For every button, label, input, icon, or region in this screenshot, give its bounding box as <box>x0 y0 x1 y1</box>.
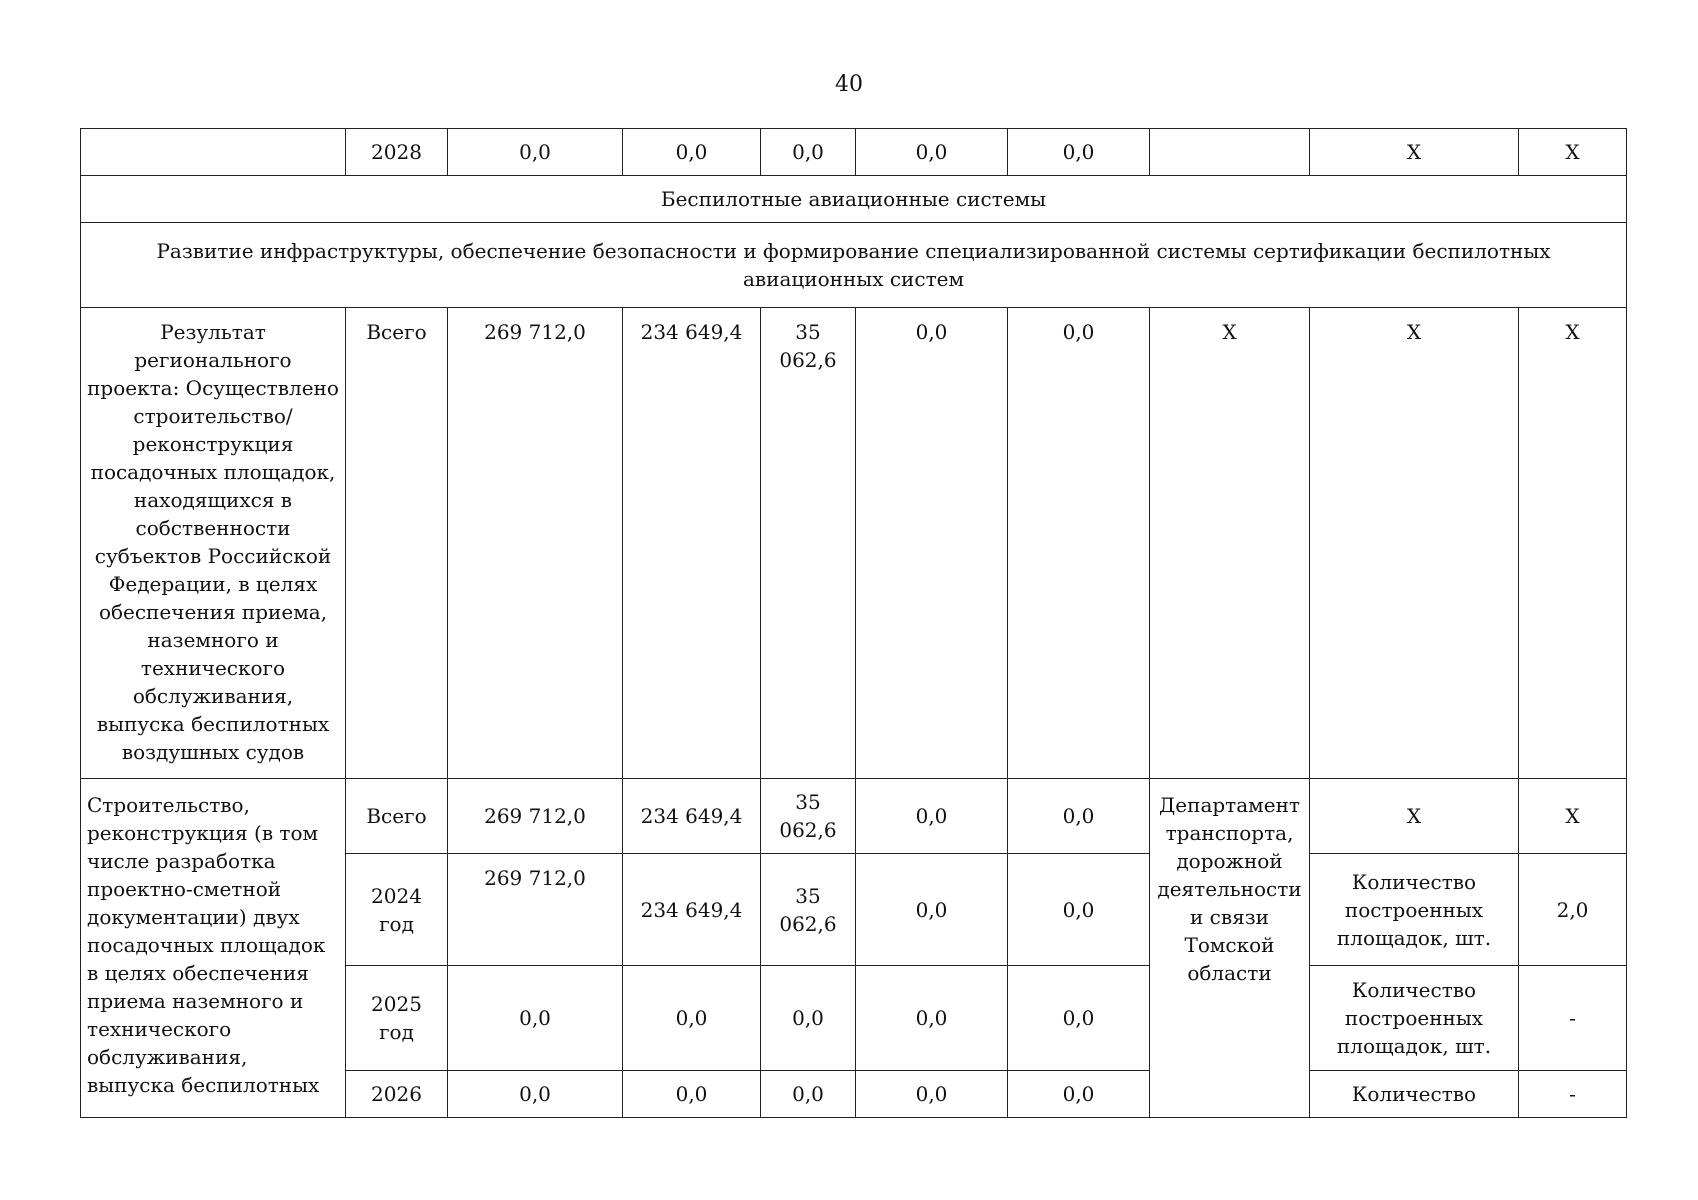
table-cell-period: Всего <box>346 308 448 779</box>
table-cell-target: - <box>1519 1071 1627 1118</box>
table-cell-empty <box>81 129 346 176</box>
table-cell-value: 234 649,4 <box>623 779 761 854</box>
table-cell-value: 0,0 <box>448 1071 623 1118</box>
table-cell-value: 0,0 <box>448 129 623 176</box>
table-cell-value: 0,0 <box>761 966 856 1071</box>
section-row <box>81 176 1627 223</box>
table-cell-value: 35 062,6 <box>761 308 856 779</box>
table-cell-value: 0,0 <box>1008 308 1150 779</box>
table-cell-value: 269 712,0 <box>448 308 623 779</box>
table-cell-value: 0,0 <box>856 308 1008 779</box>
table-cell-value: 0,0 <box>1008 854 1150 966</box>
table-cell-value: 35 062,6 <box>761 854 856 966</box>
table-cell-executor: Х <box>1150 308 1310 779</box>
table-cell-value: 0,0 <box>856 966 1008 1071</box>
table-cell-indicator: Х <box>1310 308 1519 779</box>
table-cell-indicator: Количество построенных площадок, шт. <box>1310 854 1519 966</box>
section-title: Беспилотные авиационные системы <box>81 176 1627 223</box>
table-cell-period: Всего <box>346 779 448 854</box>
table-cell-value: 0,0 <box>1008 1071 1150 1118</box>
table-cell-value: 0,0 <box>856 1071 1008 1118</box>
page-number: 40 <box>835 72 863 97</box>
table-cell-indicator: Количество <box>1310 1071 1519 1118</box>
table-cell-year: 2028 <box>346 129 448 176</box>
table-cell-value: 0,0 <box>761 129 856 176</box>
subsection-title: Развитие инфраструктуры, обеспечение безопасности и формирование специализированной системы сертификации беспилотных авиационных систем <box>81 223 1627 308</box>
table-cell-value: 35 062,6 <box>761 779 856 854</box>
table-cell-value: 0,0 <box>1008 779 1150 854</box>
table-cell-value: 0,0 <box>623 129 761 176</box>
result-row <box>81 308 1627 779</box>
table-cell-value: 0,0 <box>623 1071 761 1118</box>
activity-executor: Департамент транспорта, дорожной деятельности и связи Томской области <box>1150 779 1310 1118</box>
table-cell-target: 2,0 <box>1519 854 1627 966</box>
table-cell-value: 234 649,4 <box>623 854 761 966</box>
table-cell-period: 2024 год <box>346 854 448 966</box>
subsection-row <box>81 223 1627 308</box>
table-cell-value: 234 649,4 <box>623 308 761 779</box>
table-cell-value: 0,0 <box>856 129 1008 176</box>
activity-name: Строительство, реконструкция (в том числе разработка проектно-сметной документации) двух посадочных площадок в целях обеспечения приема наземного и технического обслуживания, выпуска беспилотных <box>81 779 346 1118</box>
table-cell-target: Х <box>1519 308 1627 779</box>
activity-row-total <box>81 779 1627 854</box>
table-cell-value: 0,0 <box>856 779 1008 854</box>
table-cell-target: - <box>1519 966 1627 1071</box>
budget-table <box>80 128 1627 1118</box>
table-cell-value: 0,0 <box>856 854 1008 966</box>
result-name: Результат регионального проекта: Осуществлено строительство/реконструкция посадочных площадок, находящихся в собственности субъектов Российской Федерации, в целях обеспечения приема, наземного и технического обслуживания, выпуска беспилотных воздушных судов <box>81 308 346 779</box>
table-cell-period: 2026 <box>346 1071 448 1118</box>
table-cell-executor <box>1150 129 1310 176</box>
table-cell-period: 2025 год <box>346 966 448 1071</box>
table-cell-value: 0,0 <box>1008 129 1150 176</box>
table-cell-target: Х <box>1519 779 1627 854</box>
table-cell-indicator: Х <box>1310 779 1519 854</box>
table-cell-value: 269 712,0 <box>448 779 623 854</box>
table-cell-value: 0,0 <box>761 1071 856 1118</box>
table-cell-target: Х <box>1519 129 1627 176</box>
table-cell-value: 0,0 <box>1008 966 1150 1071</box>
table-cell-value: 269 712,0 <box>448 854 623 966</box>
table-cell-value: 0,0 <box>623 966 761 1071</box>
table-cell-indicator: Х <box>1310 129 1519 176</box>
table-row-2028 <box>81 129 1627 176</box>
table-cell-value: 0,0 <box>448 966 623 1071</box>
table-cell-indicator: Количество построенных площадок, шт. <box>1310 966 1519 1071</box>
